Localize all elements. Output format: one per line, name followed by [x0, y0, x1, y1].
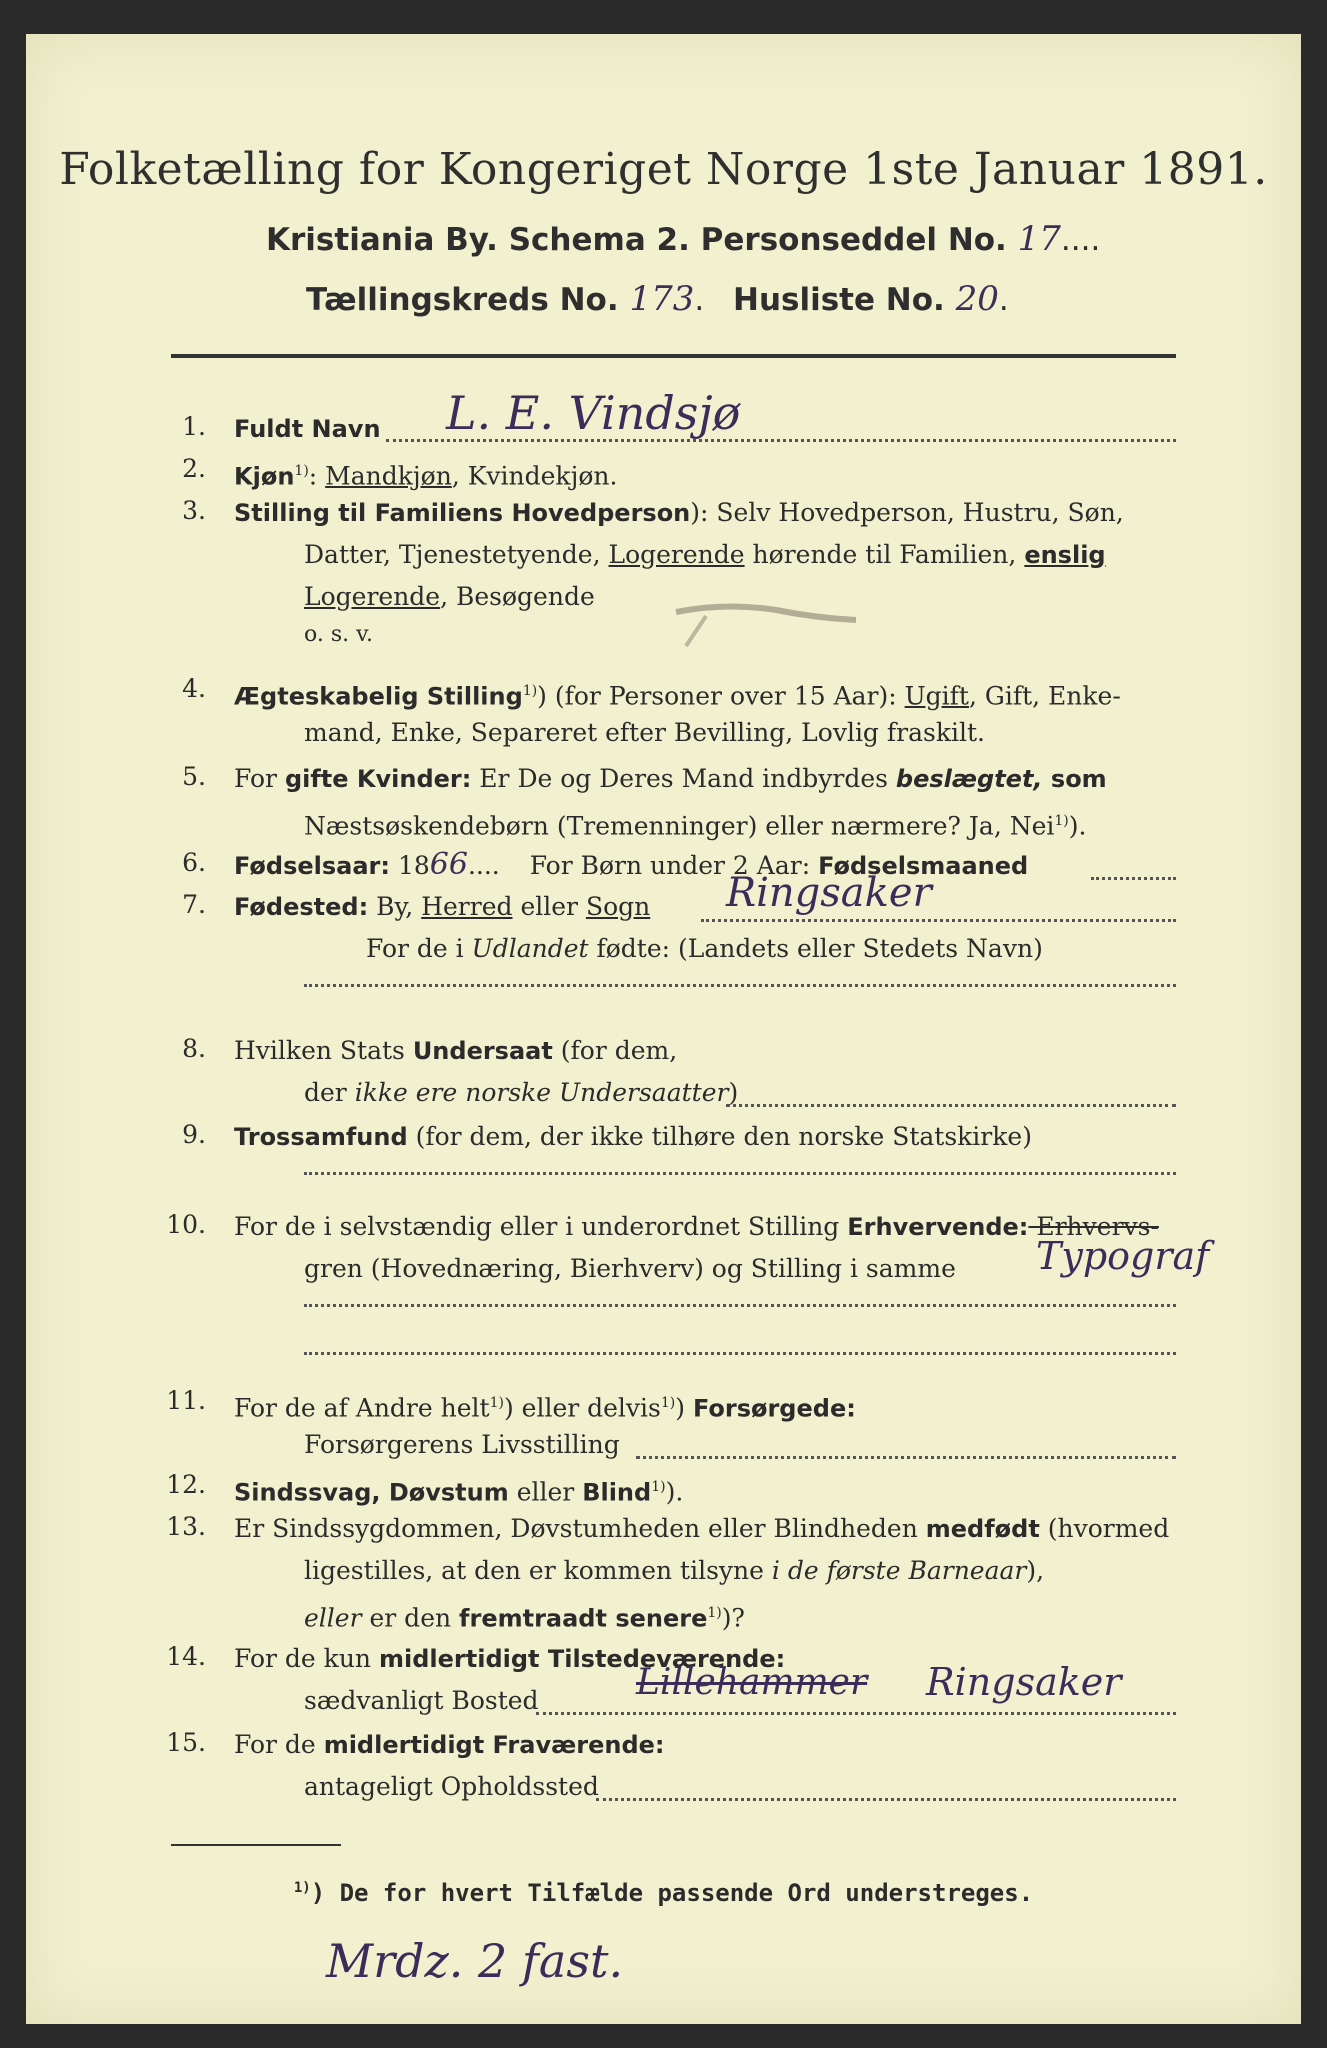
footnote-rule [171, 1844, 341, 1846]
text: i de første Barneaar [771, 1556, 1027, 1585]
text: , Gift, Enke- [968, 681, 1121, 711]
text: Udlandet [471, 934, 589, 963]
text: fødte: (Landets eller Stedets Navn) [588, 934, 1043, 963]
occupation-value: Typograf [1036, 1234, 1210, 1278]
text: ligestilles, at den er kommen tilsyne [304, 1556, 772, 1585]
text: hørende til Familien, [744, 540, 1025, 569]
sup: 1) [1054, 813, 1069, 829]
personseddel-number: 17 [1017, 219, 1061, 259]
label: Stilling til Familiens Hovedperson [234, 499, 691, 527]
option-kvindekjon: , Kvindekjøn. [451, 461, 618, 491]
q8-row [234, 1034, 677, 1068]
text: For de kun [234, 1644, 379, 1673]
item-number: 4. [182, 674, 206, 703]
q4-row [234, 674, 1121, 713]
text: eller [304, 1603, 362, 1633]
bottom-handwritten-note: Mrdz. 2 fast. [326, 1934, 624, 1988]
text: For de i [366, 934, 472, 963]
text: Erhvervs- [1028, 1212, 1159, 1241]
usual-residence-value: Ringsaker [926, 1660, 1122, 1704]
label: Blind [582, 1478, 652, 1507]
q4-line2: mand, Enke, Separeret efter Bevilling, Lovlig fraskilt. [304, 718, 985, 747]
option-logerende-2: Logerende [304, 582, 441, 611]
text: (for dem, [552, 1036, 678, 1065]
text: ) (for Personer over 15 Aar): [537, 681, 905, 711]
text: beslægtet, [895, 765, 1043, 793]
sup: 1) [660, 1395, 676, 1411]
text: For Børn under 2 Aar: [529, 851, 819, 880]
q3-line3 [304, 580, 595, 614]
text: som [1042, 765, 1107, 793]
sup: 1) [522, 683, 538, 699]
q10-row [234, 1210, 1159, 1244]
form-title: Folketælling for Kongeriget Norge 1ste Januar 1891. [59, 144, 1268, 195]
birth-year-value: 66 [429, 847, 468, 882]
kreds-label: Tællingskreds No. [306, 282, 619, 318]
label: Ægteskabelig Stilling [234, 682, 523, 711]
label: gifte Kvinder: [284, 765, 472, 793]
footnote [26, 1879, 1301, 1907]
sup: 1) [293, 1880, 311, 1896]
label: Forsørgede: [692, 1394, 856, 1423]
text: ), [1026, 1556, 1045, 1585]
sup: 1) [651, 1479, 666, 1495]
item-number: 15. [166, 1728, 206, 1757]
q15-row [234, 1728, 665, 1762]
label: Undersaat [412, 1037, 553, 1065]
option-mandkjon: Mandkjøn [325, 461, 452, 491]
q11-line2: Forsørgerens Livsstilling [304, 1430, 620, 1459]
text: 18 [390, 851, 430, 880]
item-number: 5. [182, 762, 206, 791]
sup: 1) [707, 1605, 722, 1621]
q10-dots [304, 1304, 1176, 1307]
text: ) [728, 1078, 739, 1107]
text: (hvormed [1039, 1514, 1170, 1543]
item-number: 12. [166, 1470, 206, 1499]
item-number: 6. [182, 848, 206, 877]
q13-line2 [304, 1554, 1044, 1588]
q9-row [234, 1120, 1032, 1154]
q15-dots [596, 1798, 1176, 1801]
text: For de af Andre helt [234, 1393, 490, 1423]
q9-dots [304, 1172, 1176, 1175]
q15-line2: antageligt Opholdssted [304, 1772, 599, 1801]
text: For de i selvstændig eller i underordnet Stilling [234, 1212, 848, 1241]
label: Fuldt Navn [234, 415, 381, 443]
kreds-number: 173 [629, 279, 695, 319]
q6-row: Fødselsaar: 1866.... For Børn under 2 Aar: Fødselsmaaned [234, 847, 1029, 882]
label: fremtraadt senere [459, 1604, 708, 1633]
q14-line2: sædvanligt Bosted [304, 1686, 539, 1715]
census-form [26, 34, 1301, 2024]
q3-row [234, 496, 1124, 530]
item-number: 8. [182, 1034, 206, 1063]
label: midlertidigt Fraværende: [323, 1731, 665, 1759]
text: ) [675, 1393, 693, 1423]
label: Fødselsaar: [234, 852, 390, 880]
footnote-text: ) De for hvert Tilfælde passende Ord understreges. [310, 1879, 1034, 1907]
text: For de [234, 1730, 324, 1759]
q1-dots [386, 439, 1176, 442]
option-sogn: Sogn [585, 892, 651, 921]
text: der [304, 1078, 355, 1107]
q1-label [234, 412, 381, 446]
text: Er Sindssygdommen, Døvstumheden eller Blindheden [234, 1514, 926, 1543]
husliste-number: 20 [955, 279, 999, 319]
schema-line: Kristiania By. Schema 2. Personseddel No. [266, 222, 1007, 258]
q11-row [234, 1386, 856, 1425]
text: gren (Hovednæring, Bierhverv) og Stilling i samme [304, 1254, 956, 1283]
text: ): Selv Hovedperson, Hustru, Søn, [690, 498, 1124, 527]
header-rule [171, 354, 1176, 358]
text: For [234, 764, 285, 793]
usual-residence-struck: Lillehammer [636, 1662, 868, 1703]
q5-row [234, 762, 1107, 796]
q2-row: Kjøn$^{1)}$: Mandkjøn, Kvindekjøn. [234, 461, 618, 491]
q13-line3 [304, 1596, 745, 1635]
q7-dots [701, 919, 1176, 922]
label: Fødselsmaaned [818, 852, 1029, 880]
text: er den [361, 1603, 460, 1633]
q14-dots [536, 1712, 1176, 1715]
birthplace-value: Ringsaker [726, 870, 932, 916]
q10-line2 [304, 1252, 956, 1286]
item-number: 7. [182, 890, 206, 919]
q13-row [234, 1512, 1169, 1546]
label: Kjøn [234, 462, 295, 491]
q10-dots-2 [304, 1352, 1176, 1355]
q11-dots [636, 1456, 1176, 1459]
text: , Besøgende [440, 582, 595, 611]
q5-line2: Næstsøskendebørn (Tremenninger) eller nærmere? Ja, Nei$^{1)}$). [304, 811, 1087, 841]
item-number: 13. [166, 1512, 206, 1541]
label: midlertidigt Tilstedeværende: [378, 1645, 786, 1673]
item-number: 9. [182, 1120, 206, 1149]
text: ). [665, 1477, 684, 1507]
item-number: 3. [182, 496, 206, 525]
label: Fødested: [234, 893, 369, 921]
item-number: 2. [182, 454, 206, 483]
q12-row [234, 1470, 683, 1509]
option-logerende: Logerende [608, 540, 745, 569]
ink-smudge-icon [666, 590, 866, 650]
form-subtitle: Kristiania By. Schema 2. Personseddel No. 17.... [266, 219, 1101, 259]
text: By, [368, 892, 422, 921]
q3-line4: o. s. v. [304, 622, 373, 647]
item-number: 1. [182, 412, 206, 441]
text: Næstsøskendebørn (Tremenninger) eller nærmere? Ja, Nei [304, 811, 1055, 841]
q3-line2 [304, 538, 1106, 572]
label: Trossamfund [234, 1123, 408, 1151]
q8-line2 [304, 1076, 738, 1110]
item-number: 10. [166, 1210, 206, 1239]
text: Hvilken Stats [234, 1036, 413, 1065]
label: Sindssvag, Døvstum [234, 1478, 509, 1507]
option-herred: Herred [421, 892, 513, 921]
text: eller [508, 1477, 583, 1507]
text: (for dem, der ikke tilhøre den norske Statskirke) [407, 1122, 1032, 1151]
option-enslig: enslig [1024, 541, 1106, 569]
q1-name-value: L. E. Vindsjø [446, 386, 741, 440]
q7-line2 [366, 932, 1043, 966]
tellingskreds-line: Tællingskreds No. 173. Husliste No. 20. [306, 279, 1009, 319]
text: ) eller delvis [503, 1393, 661, 1423]
q8-dots [726, 1104, 1176, 1107]
text: ikke ere norske Undersaatter [354, 1078, 729, 1107]
sup: 1) [489, 1395, 504, 1411]
text: )? [721, 1603, 745, 1633]
text: Er De og Deres Mand indbyrdes [471, 764, 896, 793]
q6-dots [1091, 877, 1176, 880]
sup: 1) [294, 463, 309, 479]
husliste-label: Husliste No. [733, 282, 945, 318]
item-number: 14. [166, 1642, 206, 1671]
option-ugift: Ugift [904, 681, 969, 711]
label: Erhvervende: [847, 1213, 1029, 1241]
q7-dots-2 [304, 984, 1176, 987]
label: medfødt [925, 1515, 1040, 1543]
item-number: 11. [166, 1386, 206, 1415]
text: Datter, Tjenestetyende, [304, 540, 609, 569]
text: eller [512, 892, 586, 921]
q7-row [234, 890, 650, 924]
